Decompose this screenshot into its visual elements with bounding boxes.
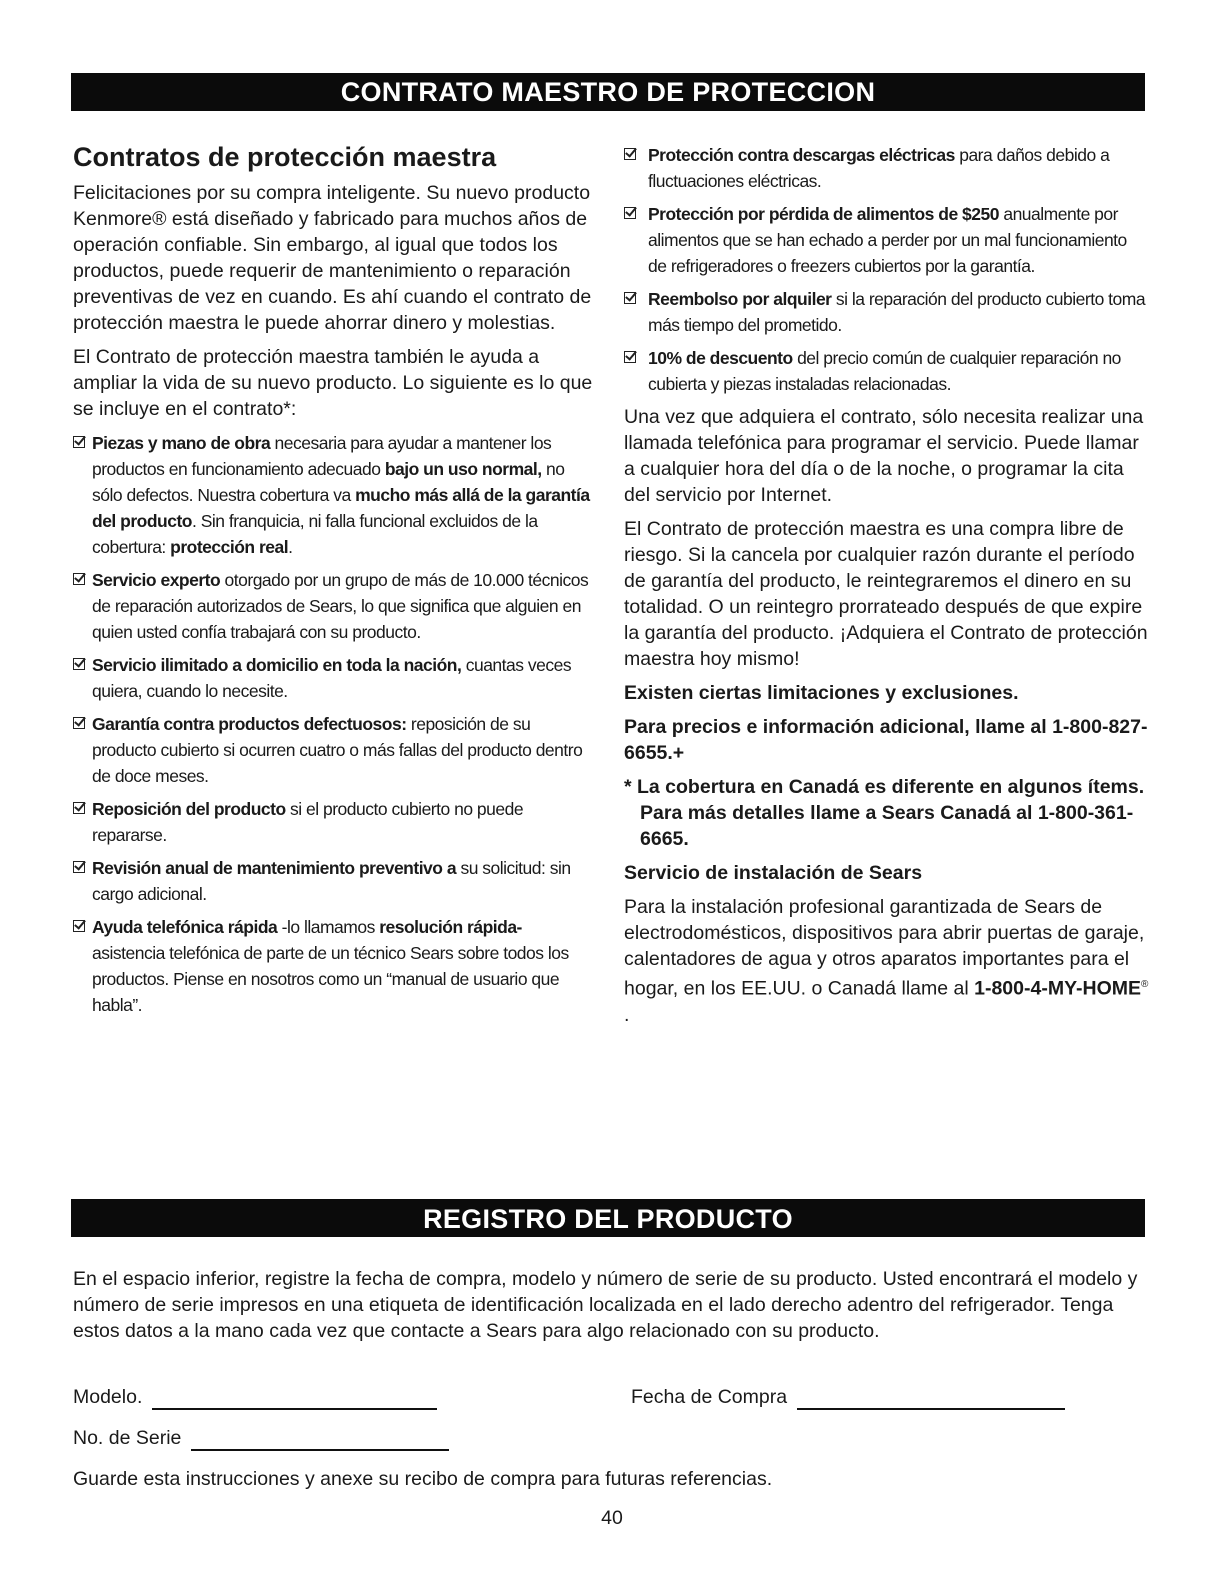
benefit-item: Servicio ilimitado a domicilio en toda la nación, cuantas veces quiera, cuando lo necesite. (73, 652, 593, 704)
checkbox-icon (624, 207, 636, 219)
model-field (73, 1384, 437, 1410)
benefit-item: Piezas y mano de obra necesaria para ayudar a mantener los productos en funcionamiento adecuado bajo un uso normal, no sólo defectos. Nuestra cobertura va mucho más allá de la garantía del producto. Sin franquicia, ni falla funcional excluidos de la cobertura: protección real. (73, 430, 593, 560)
registration-banner: REGISTRO DEL PRODUCTO (71, 1199, 1145, 1237)
checkbox-icon (73, 573, 85, 585)
benefit-item: Revisión anual de mantenimiento preventivo a su solicitud: sin cargo adicional. (73, 855, 593, 907)
registration-intro: En el espacio inferior, registre la fecha de compra, modelo y número de serie de su producto. Usted encontrará el modelo y número de serie impresos en una etiqueta de identificación localizada en el lado derecho adentro del refrigerador. Tenga estos datos a la mano cada vez que contacte a Sears para algo relacionado con su producto. (73, 1268, 1138, 1342)
left-column (73, 140, 593, 1025)
checkbox-icon (73, 920, 85, 932)
intro-paragraph: Felicitaciones por su compra inteligente. Su nuevo producto Kenmore® está diseñado y fabricado para muchos años de operación confiable. Sin embargo, al igual que todos los productos, puede requerir de mantenimiento o reparación preventivas de vez en cuando. Es ahí cuando el contrato de protección maestra le puede ahorrar dinero y molestias. (73, 182, 592, 334)
prices-text: Para precios e información adicional, llame al 1-800-827-6655.+ (624, 716, 1148, 764)
model-blank-line (152, 1390, 437, 1410)
purchase-date-label: Fecha de Compra (631, 1386, 788, 1408)
checkbox-icon (73, 436, 85, 448)
benefit-item: Protección contra descargas eléctricas para daños debido a fluctuaciones eléctricas. (624, 142, 1149, 194)
canada-note: * La cobertura en Canadá es diferente en algunos ítems. Para más detalles llame a Sears Canadá al 1-800-361-6665. (624, 776, 1145, 850)
checkbox-icon (73, 658, 85, 670)
service-paragraph: Una vez que adquiera el contrato, sólo necesita realizar una llamada telefónica para programar el servicio. Puede llamar a cualquier hora del día o de la noche, o programar la cita del servicio por Internet. (624, 406, 1144, 506)
checkbox-icon (624, 148, 636, 160)
install-paragraph: Para la instalación profesional garantizada de Sears de electrodomésticos, dispositivos para abrir puertas de garaje, calentadores de agua y otros aparatos importantes para el hogar, en los EE.UU. o Canadá llame al 1-800-4-MY-HOME® . (624, 896, 1149, 1026)
protection-banner: CONTRATO MAESTRO DE PROTECCION (71, 73, 1145, 111)
serial-blank-line (191, 1431, 449, 1451)
install-phone: 1-800-4-MY-HOME (974, 977, 1141, 1000)
checkbox-icon (624, 292, 636, 304)
model-label: Modelo. (73, 1386, 143, 1408)
checkbox-icon (73, 861, 85, 873)
checkbox-icon (73, 802, 85, 814)
serial-field (73, 1425, 449, 1451)
benefit-item: Reposición del producto si el producto cubierto no puede repararse. (73, 796, 593, 848)
checkbox-icon (73, 717, 85, 729)
benefit-item: Garantía contra productos defectuosos: reposición de su producto cubierto si ocurren cuatro o más fallas del producto dentro de doce meses. (73, 711, 593, 789)
checkbox-icon (624, 351, 636, 363)
includes-paragraph: El Contrato de protección maestra también le ayuda a ampliar la vida de su nuevo producto. Lo siguiente es lo que se incluye en el contrato*: (73, 346, 593, 420)
limitations-text: Existen ciertas limitaciones y exclusiones. (624, 682, 1019, 704)
serial-label: No. de Serie (73, 1427, 182, 1449)
install-heading: Servicio de instalación de Sears (624, 862, 923, 884)
benefit-item: Reembolso por alquiler si la reparación del producto cubierto toma más tiempo del prometido. (624, 286, 1149, 338)
benefit-item: Protección por pérdida de alimentos de $250 anualmente por alimentos que se han echado a perder por un mal funcionamiento de refrigeradores o freezers cubiertos por la garantía. (624, 201, 1149, 279)
benefit-item: Ayuda telefónica rápida -lo llamamos resolución rápida- asistencia telefónica de parte de un técnico Sears sobre todos los productos. Piense en nosotros como un “manual de usuario que habla”. (73, 914, 593, 1018)
page-number: 40 (601, 1507, 623, 1529)
benefit-item: Servicio experto otorgado por un grupo de más de 10.000 técnicos de reparación autorizados de Sears, lo que significa que alguien en quien usted confía trabajará con su producto. (73, 567, 593, 645)
benefit-item: 10% de descuento del precio común de cualquier reparación no cubierta y piezas instaladas relacionadas. (624, 345, 1149, 397)
risk-free-paragraph: El Contrato de protección maestra es una compra libre de riesgo. Si la cancela por cualquier razón durante el período de garantía del producto, le reintegraremos el dinero en su totalidad. O un reintegro prorrateado después de que expire la garantía del producto. ¡Adquiera el Contrato de protección maestra hoy mismo! (624, 518, 1148, 670)
purchase-date-field (631, 1384, 1065, 1410)
keep-instructions-note: Guarde esta instrucciones y anexe su recibo de compra para futuras referencias. (73, 1468, 773, 1490)
purchase-date-blank-line (797, 1390, 1065, 1410)
section-heading: Contratos de protección maestra (73, 142, 497, 172)
right-column (624, 142, 1149, 1036)
